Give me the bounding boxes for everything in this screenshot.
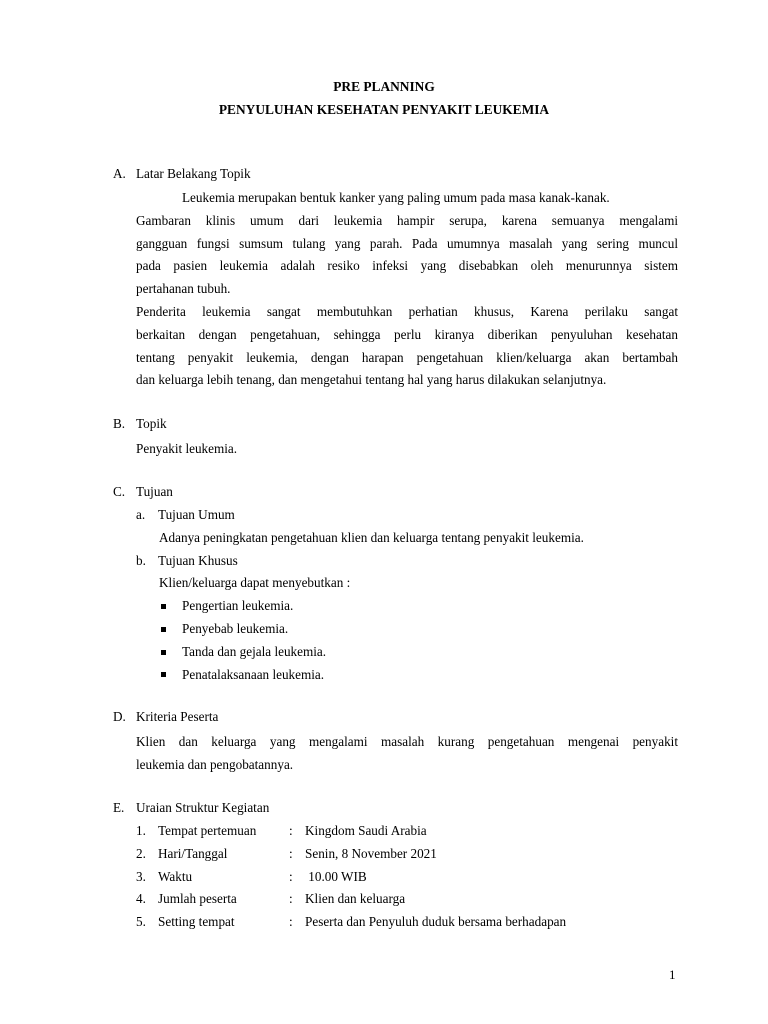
paragraph-line: leukemia dan pengobatannya. [136,756,294,772]
general-goal-text: Adanya peningkatan pengetahuan klien dan keluarga tentang penyakit leukemia. [159,529,584,545]
section-a-heading [113,166,678,186]
section-letter: B. [113,416,126,431]
row-number: 3. [136,868,146,884]
section-letter: C. [113,484,126,499]
row-separator: : [289,845,293,861]
row-separator: : [289,868,293,884]
sub-title: Tujuan Khusus [158,552,238,568]
section-d [113,709,678,777]
paragraph-line: pada pasien leukemia adalah resiko infeksi yang disebabkan oleh menurunnya sistem [136,258,678,274]
section-letter: E. [113,800,125,815]
activity-structure-list [113,820,678,934]
row-label: Tempat pertemuan [158,823,257,838]
row-separator: : [289,914,293,930]
square-bullet-icon [161,604,166,609]
row-number: 5. [136,914,146,930]
section-e [113,800,678,934]
bullet-text: Tanda dan gejala leukemia. [182,643,327,659]
bullet-text: Penatalaksanaan leukemia. [182,666,325,682]
row-label: Waktu [158,868,193,884]
row-separator: : [289,891,293,907]
row-value: 10.00 WIB [305,868,367,884]
topic-text: Penyakit leukemia. [136,441,238,456]
sub-letter: b. [136,552,146,568]
bullet-item [113,595,678,618]
bullet-item [113,664,678,687]
structure-row [113,820,678,843]
paragraph-line: Gambaran klinis umum dari leukemia hampir serupa, karena semuanya mengalami [136,212,678,228]
structure-row [113,843,678,866]
section-a [113,166,678,392]
paragraph-line: pertahanan tubuh. [136,281,231,297]
row-number: 1. [136,823,146,838]
paragraph-line: gangguan fungsi sumsum tulang yang parah. Pada umumnya masalah yang sering muncul [136,235,678,251]
paragraph-line: dan keluarga lebih tenang, dan mengetahui tentang hal yang harus dilakukan selanjutnya. [136,372,607,388]
structure-row [113,911,678,934]
bullet-text: Penyebab leukemia. [182,620,289,636]
bullet-text: Pengertian leukemia. [182,598,294,614]
section-c [113,484,678,686]
section-title: Latar Belakang Topik [136,166,251,181]
specific-goal-intro: Klien/keluarga dapat menyebutkan : [159,575,351,591]
structure-row [113,866,678,889]
section-title: Topik [136,416,167,431]
general-goal-heading [113,504,678,527]
square-bullet-icon [161,650,166,655]
sub-letter: a. [136,507,146,522]
paragraph-line: Penderita leukemia sangat membutuhkan perhatian khusus, Karena perilaku sangat [136,303,678,319]
paragraph-line: tentang penyakit leukemia, dengan harapan pengetahuan klien/keluarga akan bertambah [136,349,678,365]
section-title: Tujuan [136,484,173,499]
specific-goal-heading [113,550,678,573]
row-number: 4. [136,891,146,907]
section-e-heading [113,800,678,820]
section-title: Uraian Struktur Kegiatan [136,800,270,815]
bullet-item [113,641,678,664]
square-bullet-icon [161,672,166,677]
row-value: Peserta dan Penyuluh duduk bersama berhadapan [305,914,567,930]
row-label: Setting tempat [158,914,235,930]
page-number: 1 [669,967,676,982]
paragraph-line: Klien dan keluarga yang mengalami masalah kurang pengetahuan mengenai penyakit [136,734,678,749]
section-b-heading [113,416,678,436]
section-title: Kriteria Peserta [136,709,219,724]
paragraph-line: Leukemia merupakan bentuk kanker yang paling umum pada masa kanak-kanak. [182,190,610,205]
row-number: 2. [136,845,146,861]
row-value: Klien dan keluarga [305,891,406,907]
row-separator: : [289,823,293,838]
row-value: Kingdom Saudi Arabia [305,823,427,838]
bullet-item [113,618,678,641]
section-d-heading [113,709,678,729]
paragraph-line: berkaitan dengan pengetahuan, sehingga perlu kiranya diberikan penyuluhan kesehatan [136,326,678,342]
section-letter: A. [113,166,126,181]
section-c-heading [113,484,678,504]
structure-row [113,888,678,911]
document-title: PRE PLANNING [333,79,435,94]
row-label: Hari/Tanggal [158,845,228,861]
sub-title: Tujuan Umum [158,507,235,522]
section-b [113,416,678,461]
section-letter: D. [113,709,126,724]
row-value: Senin, 8 November 2021 [305,845,437,861]
square-bullet-icon [161,627,166,632]
document-subtitle: PENYULUHAN KESEHATAN PENYAKIT LEUKEMIA [218,102,550,117]
row-label: Jumlah peserta [158,891,237,907]
